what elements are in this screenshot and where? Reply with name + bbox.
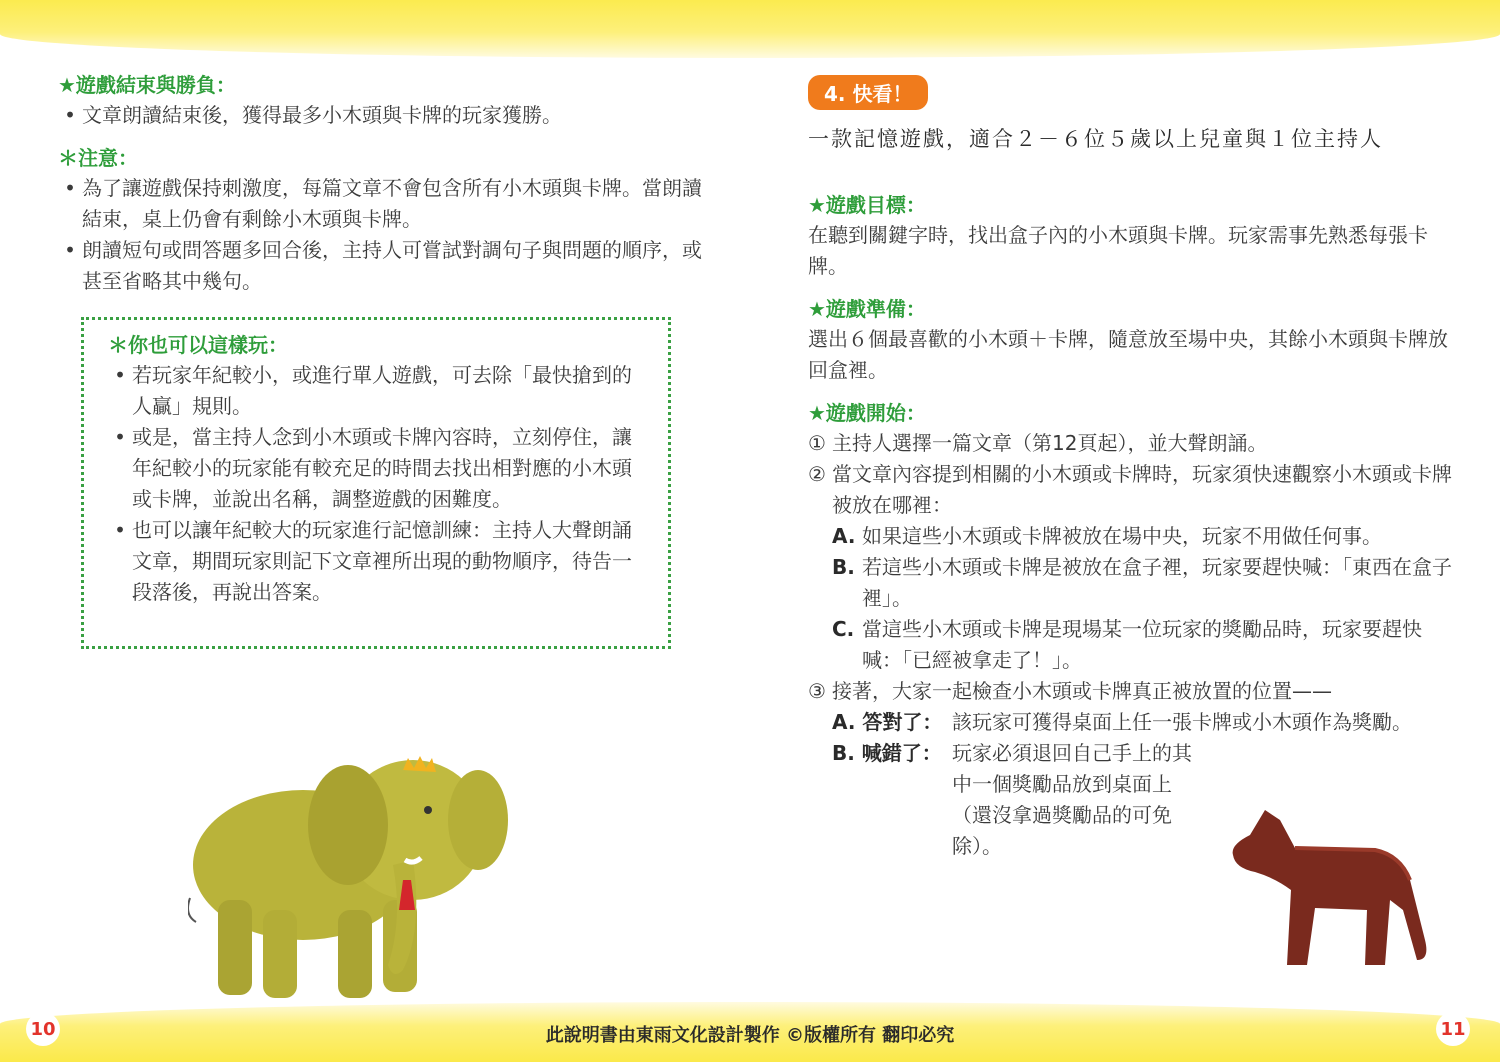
tip-heading: ＊你也可以這樣玩： <box>108 333 288 357</box>
goal-heading: ★遊戲目標： <box>808 193 926 217</box>
intro-line: 一款記憶遊戲，適合２－６位５歲以上兒童與１位主持人 <box>808 127 1383 151</box>
tip-bullet: • 也可以讓年紀較大的玩家進行記憶訓練：主持人大聲朗誦文章，期間玩家則記下文章裡所出現的動物順序，待告一段落後，再說出答案。 <box>108 515 644 608</box>
right-page-content <box>808 75 1458 862</box>
top-decorative-band <box>0 0 1500 58</box>
tip-box <box>81 317 671 649</box>
left-page-content <box>58 70 708 297</box>
step-3-sub-b: B. 喊錯了： 玩家必須退回自己手上的其中一個獎勵品放到桌面上（還沒拿過獎勵品的可免除）。 <box>832 741 1192 858</box>
tip-bullet: • 或是，當主持人念到小木頭或卡牌內容時，立刻停住，讓年紀較小的玩家能有較充足的時間去找出相對應的小木頭或卡牌，並說出名稱，調整遊戲的困難度。 <box>108 422 644 515</box>
bullet-dot: • <box>64 103 76 127</box>
note-bullet: • 為了讓遊戲保持刺激度，每篇文章不會包含所有小木頭與卡牌。當朗讀結束，桌上仍會有剩餘小木頭與卡牌。 <box>58 173 708 235</box>
start-heading: ★遊戲開始： <box>808 401 926 425</box>
goal-text: 在聽到關鍵字時，找出盒子內的小木頭與卡牌。玩家需事先熟悉每張卡牌。 <box>808 223 1428 278</box>
bullet-dot: • <box>64 238 76 262</box>
step-1: ① 主持人選擇一篇文章（第12頁起），並大聲朗誦。 <box>808 431 1268 455</box>
note-heading: ＊注意： <box>58 146 138 170</box>
step-2-sub-c: C. 當這些小木頭或卡牌是現場某一位玩家的獎勵品時，玩家要趕快喊：「已經被拿走了！」。 <box>832 617 1422 672</box>
prep-heading: ★遊戲準備： <box>808 297 926 321</box>
step-3-sub-a: A. 答對了： 該玩家可獲得桌面上任一張卡牌或小木頭作為獎勵。 <box>832 710 1412 734</box>
end-bullet: • 文章朗讀結束後，獲得最多小木頭與卡牌的玩家獲勝。 <box>58 100 708 131</box>
step-2-sub-a: A. 如果這些小木頭或卡牌被放在場中央，玩家不用做任何事。 <box>832 524 1382 548</box>
prep-text: 選出６個最喜歡的小木頭＋卡牌，隨意放至場中央，其餘小木頭與卡牌放回盒裡。 <box>808 327 1448 382</box>
page-number-right: 11 <box>1436 1012 1470 1046</box>
copyright-footer: 此說明書由東雨文化設計製作 ©版權所有 翻印必究 <box>545 1025 955 1046</box>
note-bullet: • 朗讀短句或問答題多回合後，主持人可嘗試對調句子與問題的順序，或甚至省略其中幾句。 <box>58 235 708 297</box>
end-heading: ★遊戲結束與勝負： <box>58 73 236 97</box>
step-2: ② 當文章內容提到相關的小木頭或卡牌時，玩家須快速觀察小木頭或卡牌被放在哪裡： <box>808 462 1452 517</box>
wooden-horse-illustration <box>1225 800 1440 975</box>
step-3: ③ 接著，大家一起檢查小木頭或卡牌真正被放置的位置—— <box>808 679 1332 703</box>
section-badge: 4. 快看！ <box>808 75 928 110</box>
bullet-dot: • <box>64 176 76 200</box>
tip-bullet: • 若玩家年紀較小，或進行單人遊戲，可去除「最快搶到的人贏」規則。 <box>108 360 644 422</box>
bullet-dot: • <box>114 425 126 449</box>
bullet-dot: • <box>114 518 126 542</box>
page-number-left: 10 <box>26 1012 60 1046</box>
bullet-dot: • <box>114 363 126 387</box>
elephant-illustration <box>188 740 518 1005</box>
step-2-sub-b: B. 若這些小木頭或卡牌是被放在盒子裡，玩家要趕快喊：「東西在盒子裡」。 <box>832 555 1452 610</box>
